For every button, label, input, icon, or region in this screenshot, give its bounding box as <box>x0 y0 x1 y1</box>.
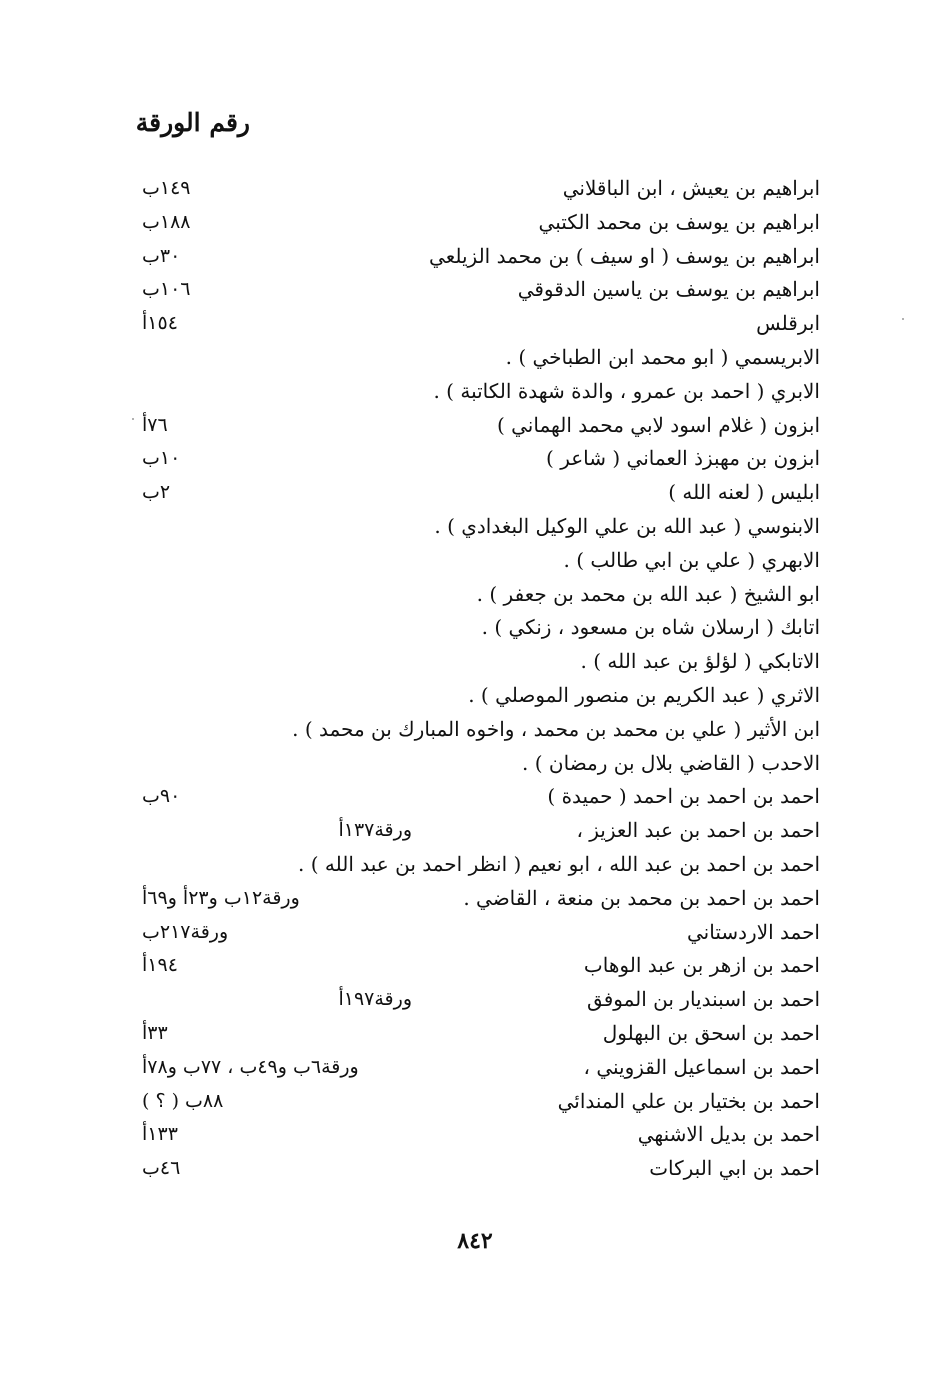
index-row <box>140 307 820 341</box>
scan-speck <box>132 418 134 420</box>
index-row <box>140 645 820 679</box>
index-row <box>140 882 820 916</box>
index-row <box>140 780 820 814</box>
index-row <box>140 544 820 578</box>
index-row <box>140 848 820 882</box>
entry-name: احمد بن اسحق بن البهلول <box>602 1020 820 1045</box>
index-row <box>140 983 820 1017</box>
index-entries <box>140 172 820 1186</box>
entry-name: ابزون ( غلام اسود لابي محمد الهماني ) <box>496 412 820 437</box>
entry-name: ابراهيم بن يوسف بن محمد الكتبي <box>538 209 820 234</box>
index-row <box>140 273 820 307</box>
entry-name: احمد بن اسماعيل القزويني ، <box>583 1054 820 1079</box>
index-row <box>140 1051 820 1085</box>
index-row <box>140 341 820 375</box>
entry-name: احمد بن احمد بن محمد بن منعة ، القاضي . <box>463 885 820 910</box>
index-row <box>140 713 820 747</box>
folio-reference: ١٤٩ب <box>142 177 191 199</box>
folio-reference: ٣٠ب <box>142 244 181 267</box>
page-header-folio-number: رقم الورقة <box>135 108 250 137</box>
entry-name: ابزون بن مهبزذ العماني ( شاعر ) <box>546 446 820 471</box>
entry-name: احمد بن بديل الاشنهي <box>637 1122 820 1147</box>
entry-name: احمد الاردستاني <box>687 919 820 944</box>
entry-name: الابهري ( علي بن ابي طالب ) . <box>563 547 820 572</box>
index-row <box>140 206 820 240</box>
folio-reference: ٩٠ب <box>142 785 181 808</box>
entry-name: الابريسمي ( ابو محمد ابن الطباخي ) . <box>505 344 820 369</box>
entry-name: ابن الأثير ( علي بن محمد بن محمد ، واخوه المبارك بن محمد ) . <box>292 716 820 741</box>
index-row <box>140 747 820 781</box>
entry-name: ابليس ( لعنه الله ) <box>668 480 820 505</box>
folio-reference: ١٠٦ب <box>142 278 191 301</box>
index-row <box>140 1085 820 1119</box>
index-row <box>140 240 820 274</box>
index-row <box>140 442 820 476</box>
entry-name: اتابك ( ارسلان شاه بن مسعود ، زنكي ) . <box>481 615 820 640</box>
entry-name: الاتابكي ( لؤلؤ بن عبد الله ) . <box>580 649 820 674</box>
folio-reference: ١٣٣أ <box>142 1123 178 1146</box>
folio-reference: ٣٣أ <box>142 1021 168 1044</box>
folio-reference: ١٥٤أ <box>142 312 178 335</box>
index-row <box>140 1017 820 1051</box>
folio-reference: ورقة١٢ب و٢٣أ و٦٩أ <box>142 886 300 909</box>
entry-name: احمد بن ابي البركات <box>649 1156 820 1181</box>
folio-reference: ٨٨ب ( ؟ ) <box>142 1089 224 1112</box>
index-row <box>140 814 820 848</box>
page-number: ٨٤٢ <box>457 1228 493 1254</box>
entry-name: الابري ( احمد بن عمرو ، والدة شهدة الكاتبة ) . <box>433 378 820 403</box>
entry-name: احمد بن احمد بن احمد ( حميدة ) <box>547 784 820 809</box>
folio-reference: ورقة٢١٧ب <box>142 920 229 943</box>
entry-name: ابو الشيخ ( عبد الله بن محمد بن جعفر ) . <box>476 581 820 606</box>
index-row <box>140 679 820 713</box>
index-row <box>140 611 820 645</box>
entry-name: احمد بن بختيار بن علي المندائي <box>557 1088 820 1113</box>
entry-name: احمد بن ازهر بن عبد الوهاب <box>583 953 820 978</box>
folio-reference: ٢ب <box>142 481 171 504</box>
folio-reference: ورقة٦ب و٤٩ب ، ٧٧ب و٧٨أ <box>142 1055 359 1078</box>
folio-reference: ١٠ب <box>142 447 181 470</box>
index-row <box>140 1118 820 1152</box>
folio-reference: ورقة١٣٧أ <box>338 819 412 842</box>
entry-name: احمد بن احمد بن عبد العزيز ، <box>576 818 820 843</box>
folio-reference: ورقة١٩٧أ <box>338 988 412 1011</box>
folio-reference: ٤٦ب <box>142 1157 181 1180</box>
folio-reference: ١٩٤أ <box>142 954 178 977</box>
index-row <box>140 375 820 409</box>
entry-name: الابنوسي ( عبد الله بن علي الوكيل البغدادي ) . <box>434 513 820 538</box>
index-row <box>140 578 820 612</box>
index-row <box>140 172 820 206</box>
scan-speck <box>902 318 904 320</box>
entry-name: احمد بن اسبنديار بن الموفق <box>587 987 820 1012</box>
index-row <box>140 1152 820 1186</box>
folio-reference: ٧٦أ <box>142 413 168 436</box>
index-row <box>140 510 820 544</box>
index-row <box>140 916 820 950</box>
entry-name: ابراهيم بن يوسف بن ياسين الدقوقي <box>517 277 820 302</box>
entry-name: احمد بن احمد بن عبد الله ، ابو نعيم ( انظر احمد بن عبد الله ) . <box>298 851 820 876</box>
index-row <box>140 949 820 983</box>
folio-reference: ١٨٨ب <box>142 210 191 233</box>
index-row <box>140 409 820 443</box>
entry-name: ابرقلس <box>756 311 820 336</box>
entry-name: الاحدب ( القاضي بلال بن رمضان ) . <box>522 750 820 775</box>
entry-name: الاثري ( عبد الكريم بن منصور الموصلي ) . <box>468 682 820 707</box>
entry-name: ابراهيم بن يوسف ( او سيف ) بن محمد الزيلعي <box>429 243 820 268</box>
entry-name: ابراهيم بن يعيش ، ابن الباقلاني <box>562 176 820 200</box>
index-row <box>140 476 820 510</box>
